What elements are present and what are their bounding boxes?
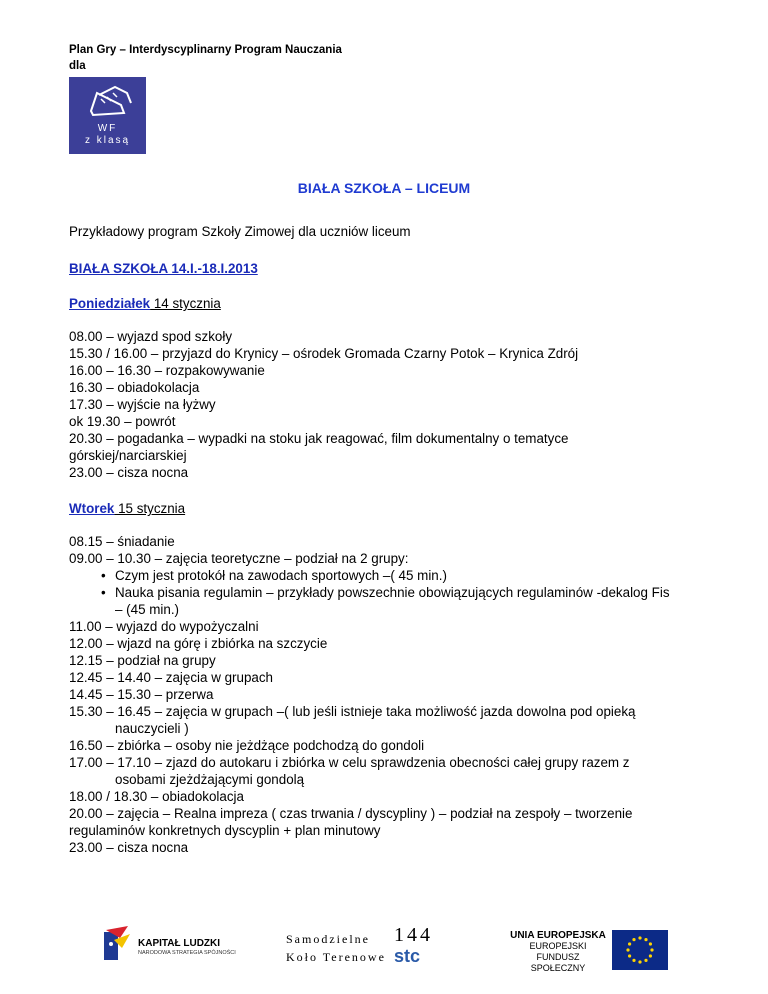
schedule-line: 23.00 – cisza nocna	[69, 840, 189, 855]
intro-text: Przykładowy program Szkoły Zimowej dla uczniów liceum	[69, 224, 411, 239]
header-line-2: dla	[69, 60, 86, 72]
page-header	[69, 42, 342, 74]
schedule-line: 14.45 – 15.30 – przerwa	[69, 687, 214, 702]
schedule-line: 15.30 / 16.00 – przyjazd do Krynicy – ośrodek Gromada Czarny Potok – Krynica Zdrój	[69, 346, 579, 361]
schedule-line: 08.15 – śniadanie	[69, 534, 175, 549]
bullet-icon: •	[101, 585, 106, 600]
schedule-line-continuation: nauczycieli )	[115, 721, 189, 736]
eu-flag-icon	[612, 930, 668, 970]
schedule-line: 16.00 – 16.30 – rozpakowywanie	[69, 363, 265, 378]
ue-label	[510, 930, 606, 974]
schedule-line: 17.30 – wyjście na łyżwy	[69, 397, 216, 412]
schedule-line: regulaminów konkretnych dyscyplin + plan minutowy	[69, 823, 381, 838]
schedule-line: ok 19.30 – powrót	[69, 414, 176, 429]
kl-subtitle: NARODOWA STRATEGIA SPÓJNOŚCI	[138, 950, 236, 956]
bullet-continuation: – (45 min.)	[115, 602, 179, 617]
schedule-line: 16.30 – obiadokolacja	[69, 380, 200, 395]
sneakers-icon	[69, 81, 146, 126]
schedule-line: 12.15 – podział na grupy	[69, 653, 216, 668]
kapital-ludzki-logo	[102, 926, 242, 966]
logo-text-1: WF	[97, 123, 118, 134]
schedule-line: 17.00 – 17.10 – zjazd do autokaru i zbiórka w celu sprawdzenia obecności całej grupy razem z	[69, 755, 630, 770]
logo-text-2: z klasą	[84, 135, 131, 146]
schedule-line: 18.00 / 18.30 – obiadokolacja	[69, 789, 244, 804]
sk-number: 144	[394, 924, 433, 946]
document-title: BIAŁA SZKOŁA – LICEUM	[297, 180, 471, 196]
wf-z-klasa-logo	[69, 77, 146, 154]
sk-abbr: stc	[394, 946, 421, 966]
schedule-line: 20.00 – zajęcia – Realna impreza ( czas trwania / dyscypliny ) – podział na zespoły – tworzenie	[69, 806, 633, 821]
sk-line-2: Koło Terenowe	[286, 950, 386, 964]
schedule-line: 11.00 – wyjazd do wypożyczalni	[69, 619, 259, 634]
tuesday-heading	[69, 500, 185, 517]
ue-line-2: EUROPEJSKI	[529, 941, 587, 951]
schedule-line: 09.00 – 10.30 – zajęcia teoretyczne – podział na 2 grupy:	[69, 551, 409, 566]
schedule-line: górskiej/narciarskiej	[69, 448, 187, 463]
kl-title: KAPITAŁ LUDZKI	[138, 938, 221, 949]
subtitle-link[interactable]: BIAŁA SZKOŁA 14.I.-18.I.2013	[69, 261, 258, 276]
bullet-icon: •	[101, 568, 106, 583]
tuesday-link[interactable]: Wtorek	[69, 501, 115, 516]
schedule-line: 23.00 – cisza nocna	[69, 465, 189, 480]
sk-line-1: Samodzielne	[286, 932, 370, 946]
bullet-text: Nauka pisania regulamin – przykłady powszechnie obowiązujących regulaminów -dekalog Fis	[115, 585, 670, 600]
schedule-line: 12.00 – wjazd na górę i zbiórka na szczycie	[69, 636, 328, 651]
bullet-text: Czym jest protokół na zawodach sportowych –( 45 min.)	[115, 568, 447, 583]
schedule-line: 08.00 – wyjazd spod szkoły	[69, 329, 233, 344]
schedule-line: 16.50 – zbiórka – osoby nie jeżdżące podchodzą do gondoli	[69, 738, 425, 753]
schedule-line: 15.30 – 16.45 – zajęcia w grupach –( lub jeśli istnieje taka możliwość jazda dowolna pod opieką	[69, 704, 636, 719]
kl-emblem-icon	[102, 926, 132, 962]
monday-heading	[69, 295, 221, 312]
bullet-item	[69, 584, 670, 601]
header-line-1: Plan Gry – Interdyscyplinarny Program Nauczania	[69, 44, 342, 56]
schedule-line: 12.45 – 14.40 – zajęcia w grupach	[69, 670, 273, 685]
monday-link[interactable]: Poniedziałek	[69, 296, 151, 311]
ue-line-1: UNIA EUROPEJSKA	[510, 930, 606, 941]
bullet-item	[69, 567, 670, 584]
ue-line-3: FUNDUSZ SPOŁECZNY	[530, 952, 586, 973]
schedule-line: 20.30 – pogadanka – wypadki na stoku jak reagować, film dokumentalny o tematyce	[69, 431, 569, 446]
tuesday-date: 15 stycznia	[114, 501, 186, 516]
schedule-line-continuation: osobami zjeżdżającymi gondolą	[115, 772, 305, 787]
tuesday-schedule	[69, 533, 670, 856]
eu-stars-icon	[612, 930, 668, 970]
monday-schedule	[69, 328, 578, 481]
monday-date: 14 stycznia	[150, 296, 221, 311]
